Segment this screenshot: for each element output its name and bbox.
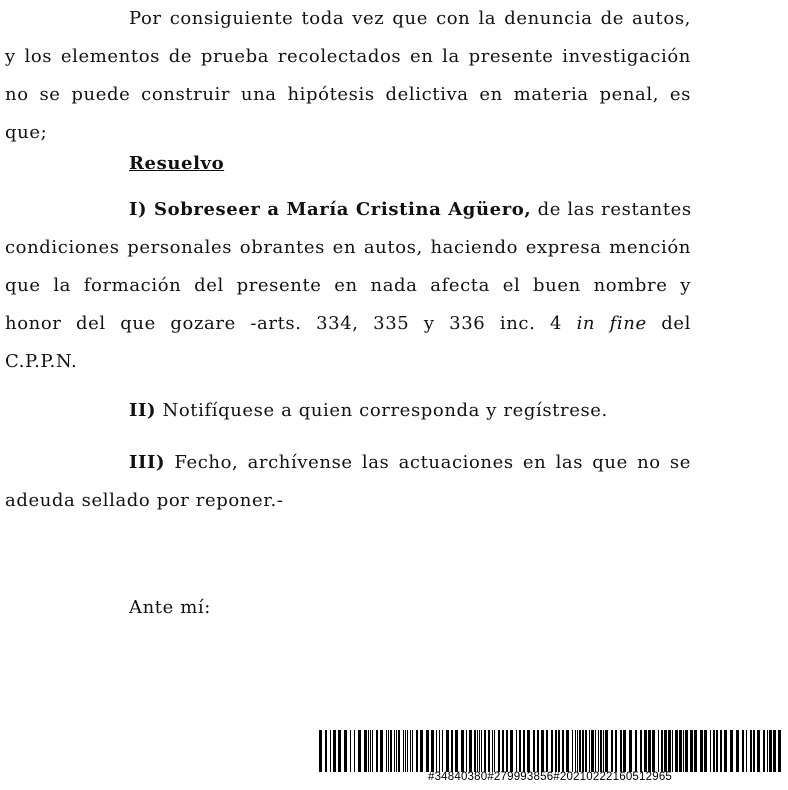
resolution-item-2 bbox=[5, 392, 691, 430]
item-1-italic-term: in fine bbox=[576, 313, 647, 334]
item-1-line-4 bbox=[5, 305, 691, 343]
paragraph-line: y los elementos de prueba recolectados en la presente investigación bbox=[5, 46, 691, 67]
item-3-line-1 bbox=[5, 444, 691, 482]
item-3-line-1-rest: Fecho, archívense las actuaciones en las que no se bbox=[165, 452, 691, 473]
paragraph-line: Por consiguiente toda vez que con la denuncia de autos, bbox=[129, 8, 691, 29]
signature-label: Ante mí: bbox=[129, 597, 211, 618]
item-1-line-4-post: del bbox=[646, 313, 692, 334]
paragraph-line: que; bbox=[5, 122, 48, 143]
resolution-item-3 bbox=[5, 444, 691, 520]
item-1-line-5: C.P.P.N. bbox=[5, 351, 78, 372]
barcode-bars bbox=[319, 730, 781, 772]
resolution-item-1 bbox=[5, 191, 691, 381]
item-1-line-2: condiciones personales obrantes en autos, haciendo expresa mención bbox=[5, 237, 691, 258]
item-3-line-2: adeuda sellado por reponer.- bbox=[5, 490, 284, 511]
item-1-line-1 bbox=[5, 191, 691, 229]
paragraph-line: no se puede construir una hipótesis delictiva en materia penal, es bbox=[5, 84, 691, 105]
barcode-code-text: #34840380#279993856#20210222160512965 bbox=[427, 771, 673, 783]
item-3-bold-lead: III) bbox=[129, 452, 166, 473]
item-2-text: Notifíquese a quien corresponda y regístrese. bbox=[156, 400, 608, 421]
item-2-line bbox=[5, 392, 691, 430]
document-barcode bbox=[319, 730, 781, 788]
item-2-bold-lead: II) bbox=[129, 400, 157, 421]
item-1-bold-lead: I) Sobreseer a María Cristina Agüero, bbox=[129, 199, 532, 220]
item-1-line-3: que la formación del presente en nada afecta el buen nombre y bbox=[5, 275, 691, 296]
item-1-line-4-pre: honor del que gozare -arts. 334, 335 y 336 inc. 4 bbox=[5, 313, 577, 334]
resolution-heading: Resuelvo bbox=[129, 153, 225, 174]
paragraph-consideration bbox=[5, 0, 691, 152]
item-1-line-1-rest: de las restantes bbox=[531, 199, 692, 220]
